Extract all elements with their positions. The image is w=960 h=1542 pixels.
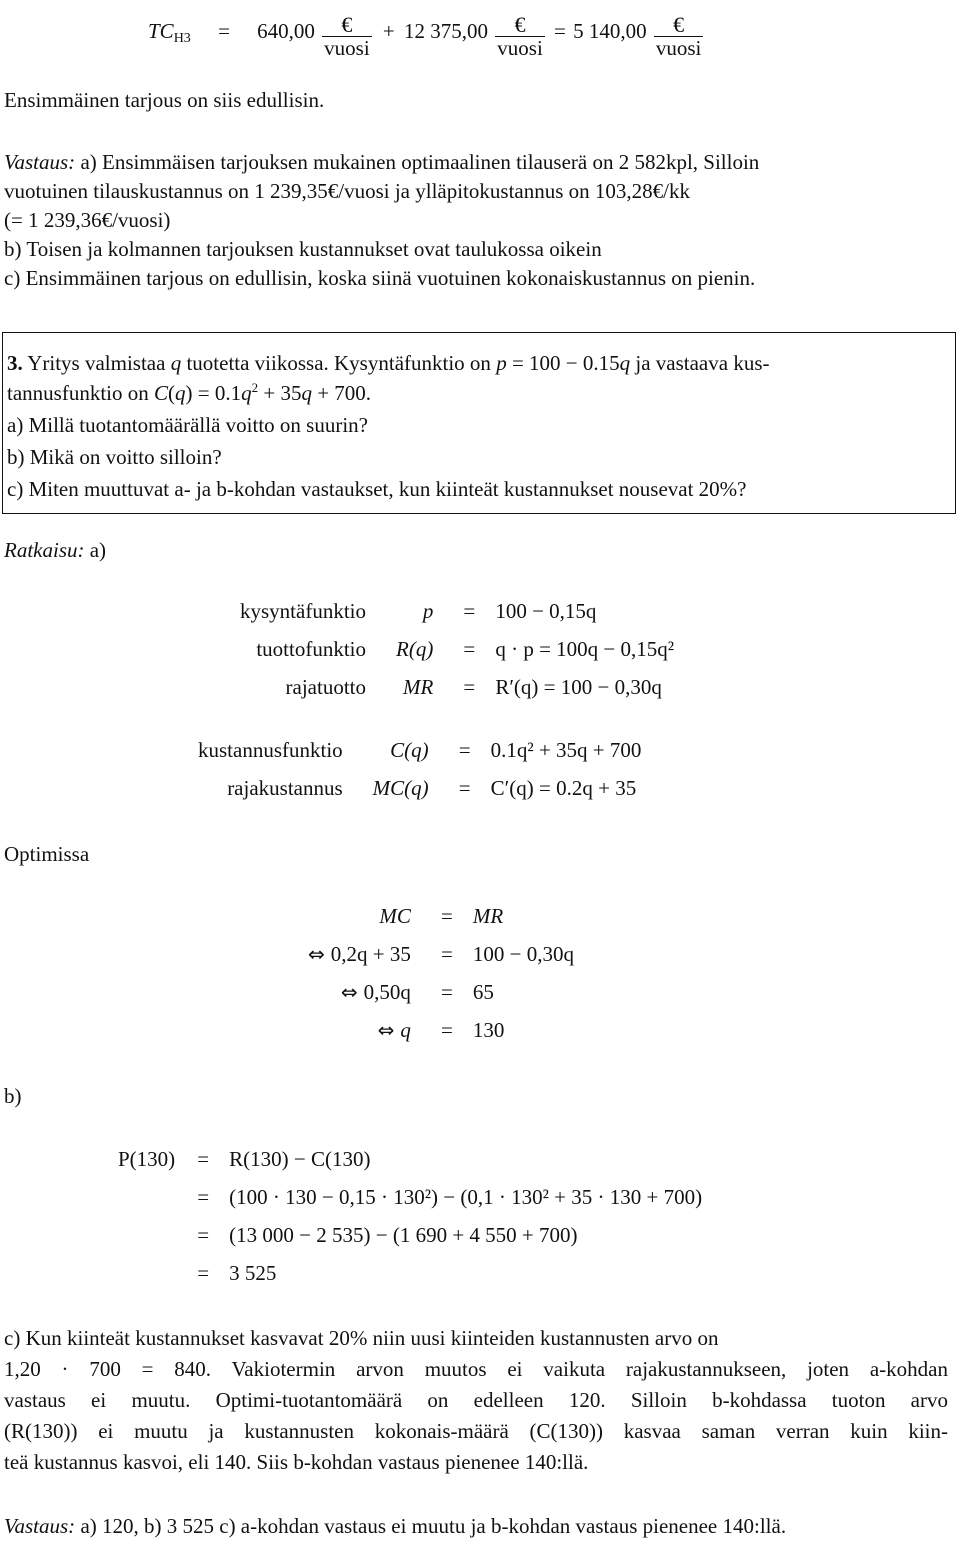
problem-line-2: tannusfunktio on $C(q) = 0.1q^2 + 35q + 700$.: [7, 380, 372, 405]
equation-row: kustannusfunktio C(q) = 0.1q² + 35q + 700: [198, 737, 642, 762]
solution-heading: Ratkaisu: a): [4, 538, 107, 562]
equation-row: ⇔ 0,2q + 35 = 100 − 0,30q: [308, 941, 574, 966]
answer-label: Vastaus:: [4, 1514, 76, 1538]
equivalence-arrow-icon: ⇔: [340, 979, 358, 1004]
cost-equations: [198, 731, 641, 807]
euro-per-year-fraction: $\frac{€}{\text{vuosi}}$: [324, 12, 370, 60]
answer-block-2: Vastaus: a) 120, b) 3 525 c) a-kohdan vastaus ei muutu ja b-kohdan vastaus pienenee 140:llä.: [4, 1514, 787, 1538]
problem-box: [2, 332, 956, 514]
optimum-equations: [308, 897, 574, 1049]
problem-question-b: b) Mikä on voitto silloin?: [7, 445, 222, 469]
equation-row: = 3 525: [197, 1260, 277, 1285]
equation-row: ⇔ q = 130: [377, 1017, 505, 1042]
part-b-label: b): [4, 1084, 22, 1108]
problem-question-a: a) Millä tuotantomäärällä voitto on suurin?: [7, 413, 368, 437]
problem-question-c: c) Miten muuttuvat a- ja b-kohdan vastaukset, kun kiinteät kustannukset nousevat 20%?: [7, 477, 747, 501]
equation-row: rajatuotto MR = R′(q) = 100 − 0,30q: [285, 674, 662, 699]
problem-number: 3.: [7, 351, 23, 375]
equation-row: = (100 · 130 − 0,15 · 130²) − (0,1 · 130² + 35 · 130 + 700): [197, 1184, 703, 1209]
euro-per-year-fraction: $\frac{€}{\text{vuosi}}$: [655, 12, 702, 60]
euro-per-year-fraction: $\frac{€}{\text{vuosi}}$: [497, 12, 543, 60]
profit-equations: [118, 1140, 702, 1292]
demand-equations: [240, 592, 674, 706]
equivalence-arrow-icon: ⇔: [377, 1017, 395, 1042]
problem-line-1: 3. Yritys valmistaa q tuotetta viikossa. Kysyntäfunktio on p = 100 − 0.15q ja vastaava kus-: [7, 351, 770, 375]
equation-row: kysyntäfunktio p = 100 − 0,15q: [240, 598, 597, 623]
part-c-paragraph: c) Kun kiinteät kustannukset kasvavat 20% niin uusi kiinteiden kustannusten arvo on 1,20 · 700 = 840. Vakiotermin arvon muutos ei vaikuta rajakustannukseen, joten a-kohdan vastaus ei muutu. Optimi-tuotantomäärä on edelleen 120. Silloin b-kohdassa tuoton arvo (R(130)) ei muutu ja kustannusten kokonais-määrä (C(130)) kasvaa saman verran kuin kiin- teä kustannus kasvoi, eli 140. Siis b-kohdan vastaus pienenee 140:llä.: [4, 1326, 948, 1474]
answer-label: Vastaus:: [4, 150, 76, 174]
equivalence-arrow-icon: ⇔: [308, 941, 325, 966]
conclusion-text: Ensimmäinen tarjous on siis edullisin.: [4, 88, 325, 112]
top-equation: $TC_{H3} = 640,00$ $\frac{€}{\text{vuosi}}$ + 12 375,00 $\frac{€}{\text{vuosi}}$ = 5 140,00 $\frac{€}{\text{vuosi}}$: [148, 12, 702, 60]
equation-row: MC = MR: [379, 903, 504, 928]
equation-row: rajakustannus MC(q) = C′(q) = 0.2q + 35: [227, 775, 637, 800]
equation-row: tuottofunktio R(q) = q · p = 100q − 0,15q²: [256, 636, 675, 661]
optimum-label: Optimissa: [4, 842, 90, 866]
equation-row: P(130) = R(130) − C(130): [118, 1146, 371, 1171]
equation-row: ⇔ 0,50q = 65: [340, 979, 494, 1004]
equation-row: = (13 000 − 2 535) − (1 690 + 4 550 + 700): [197, 1222, 578, 1247]
answer-block-1: Vastaus: a) Ensimmäisen tarjouksen mukainen optimaalinen tilauserä on 2 582kpl, Silloin vuotuinen tilauskustannus on 1 239,35€/vuosi ja ylläpitokustannus on 103,28€/kk (= 1 239,36€/vuosi) b) Toisen ja kolmannen tarjouksen kustannukset ovat taulukossa oikein c) Ensimmäinen tarjous on edullisin, koska siinä vuotuinen kokonaiskustannus on pienin.: [4, 150, 760, 290]
